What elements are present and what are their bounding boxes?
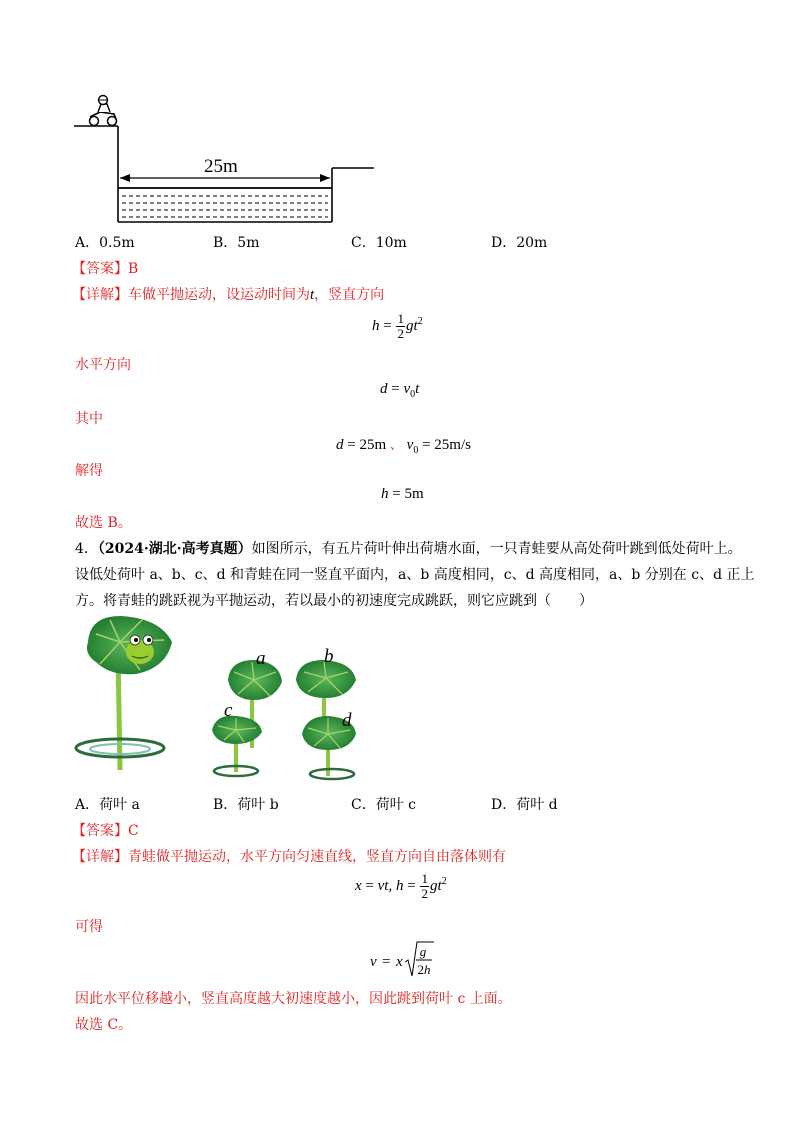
choice-c[interactable]: C．10m xyxy=(351,235,407,251)
equation-vertical: h = $\frac{1}{2}$ $gt^2$ xyxy=(372,311,423,341)
question-4-line1 xyxy=(75,536,754,562)
label-where: 其中 xyxy=(75,411,103,427)
question-4-stem xyxy=(75,536,754,614)
frog-icon xyxy=(126,635,154,664)
label-derive: 可得 xyxy=(75,919,103,935)
choice-b[interactable]: B．5m xyxy=(213,235,260,251)
label-solve: 解得 xyxy=(75,463,103,479)
equation-motion: x = vt, h = $\frac{1}{2}$ $gt^2$ xyxy=(355,871,447,901)
label-horizontal: 水平方向 xyxy=(75,357,131,373)
equation-horizontal: $d = v_0t$ xyxy=(380,381,420,400)
conclusion-q4: 故选 C。 xyxy=(75,1017,133,1033)
equation-separator: 、 xyxy=(389,437,403,452)
detail-line-q4 xyxy=(72,848,506,866)
label-d: d xyxy=(342,710,352,731)
question-source: （2024·湖北·高考真题） xyxy=(97,541,252,557)
label-c: c xyxy=(224,700,233,721)
label-b: b xyxy=(324,646,334,667)
choice-d-q4[interactable]: D．荷叶 d xyxy=(491,797,558,813)
lotus-leaf-figure xyxy=(70,612,370,792)
frog-leaf xyxy=(76,616,172,770)
choice-a[interactable]: A．0.5m xyxy=(75,235,135,251)
explanation-q4: 因此水平位移越小，竖直高度越大初速度越小，因此跳到荷叶 c 上面。 xyxy=(75,991,512,1007)
question-text-1: 如图所示，有五片荷叶伸出荷塘水面，一只青蛙要从高处荷叶跳到低处荷叶上。 xyxy=(251,541,742,557)
svg-text:2h: 2h xyxy=(417,962,431,977)
choice-a-q4[interactable]: A．荷叶 a xyxy=(75,797,140,813)
motorcycle-icon xyxy=(90,96,117,126)
detail-tag: 【详解】 xyxy=(72,287,128,303)
answer-tag: 【答案】 xyxy=(72,261,128,277)
equation-result: h = 5m xyxy=(381,486,424,502)
equation-given: d = 25m 、 $v_0 = 25m/s$ xyxy=(336,437,471,456)
choice-d[interactable]: D．20m xyxy=(491,235,548,251)
svg-text:x: x xyxy=(396,954,403,970)
conclusion-q3: 故选 B。 xyxy=(75,515,132,531)
svg-text:=: = xyxy=(382,954,391,970)
leaf-c xyxy=(212,716,262,776)
answer-tag-q4: 【答案】 xyxy=(72,823,128,839)
svg-text:g: g xyxy=(419,944,427,959)
answer-line-q4 xyxy=(72,822,139,840)
detail-text-q4: 青蛙做平抛运动，水平方向匀速直线，竖直方向自由落体则有 xyxy=(128,849,506,865)
detail-text: 车做平抛运动，设运动时间为 xyxy=(128,287,310,303)
answer-line xyxy=(72,260,138,278)
equation-velocity xyxy=(368,938,448,984)
detail-line xyxy=(72,286,384,304)
detail-var: t xyxy=(310,287,315,303)
svg-text:v: v xyxy=(370,954,377,970)
distance-label: 25m xyxy=(204,156,238,177)
answer-value-q4: C xyxy=(128,823,139,839)
question-4-line3: 方。将青蛙的跳跃视为平抛运动，若以最小的初速度完成跳跃，则它应跳到（ ） xyxy=(75,593,593,609)
choice-c-q4[interactable]: C．荷叶 c xyxy=(351,797,417,813)
question-4-line2: 设低处荷叶 a、b、c、d 和青蛙在同一竖直平面内，a、b 高度相同，c、d 高度相同，a、b 分别在 c、d 正上 xyxy=(75,567,755,583)
choice-b-q4[interactable]: B．荷叶 b xyxy=(213,797,279,813)
detail-text-2: ，竖直方向 xyxy=(314,287,385,303)
answer-value: B xyxy=(128,261,139,277)
detail-tag-q4: 【详解】 xyxy=(72,849,128,865)
label-a: a xyxy=(256,648,266,669)
question-number: 4． xyxy=(75,541,98,557)
